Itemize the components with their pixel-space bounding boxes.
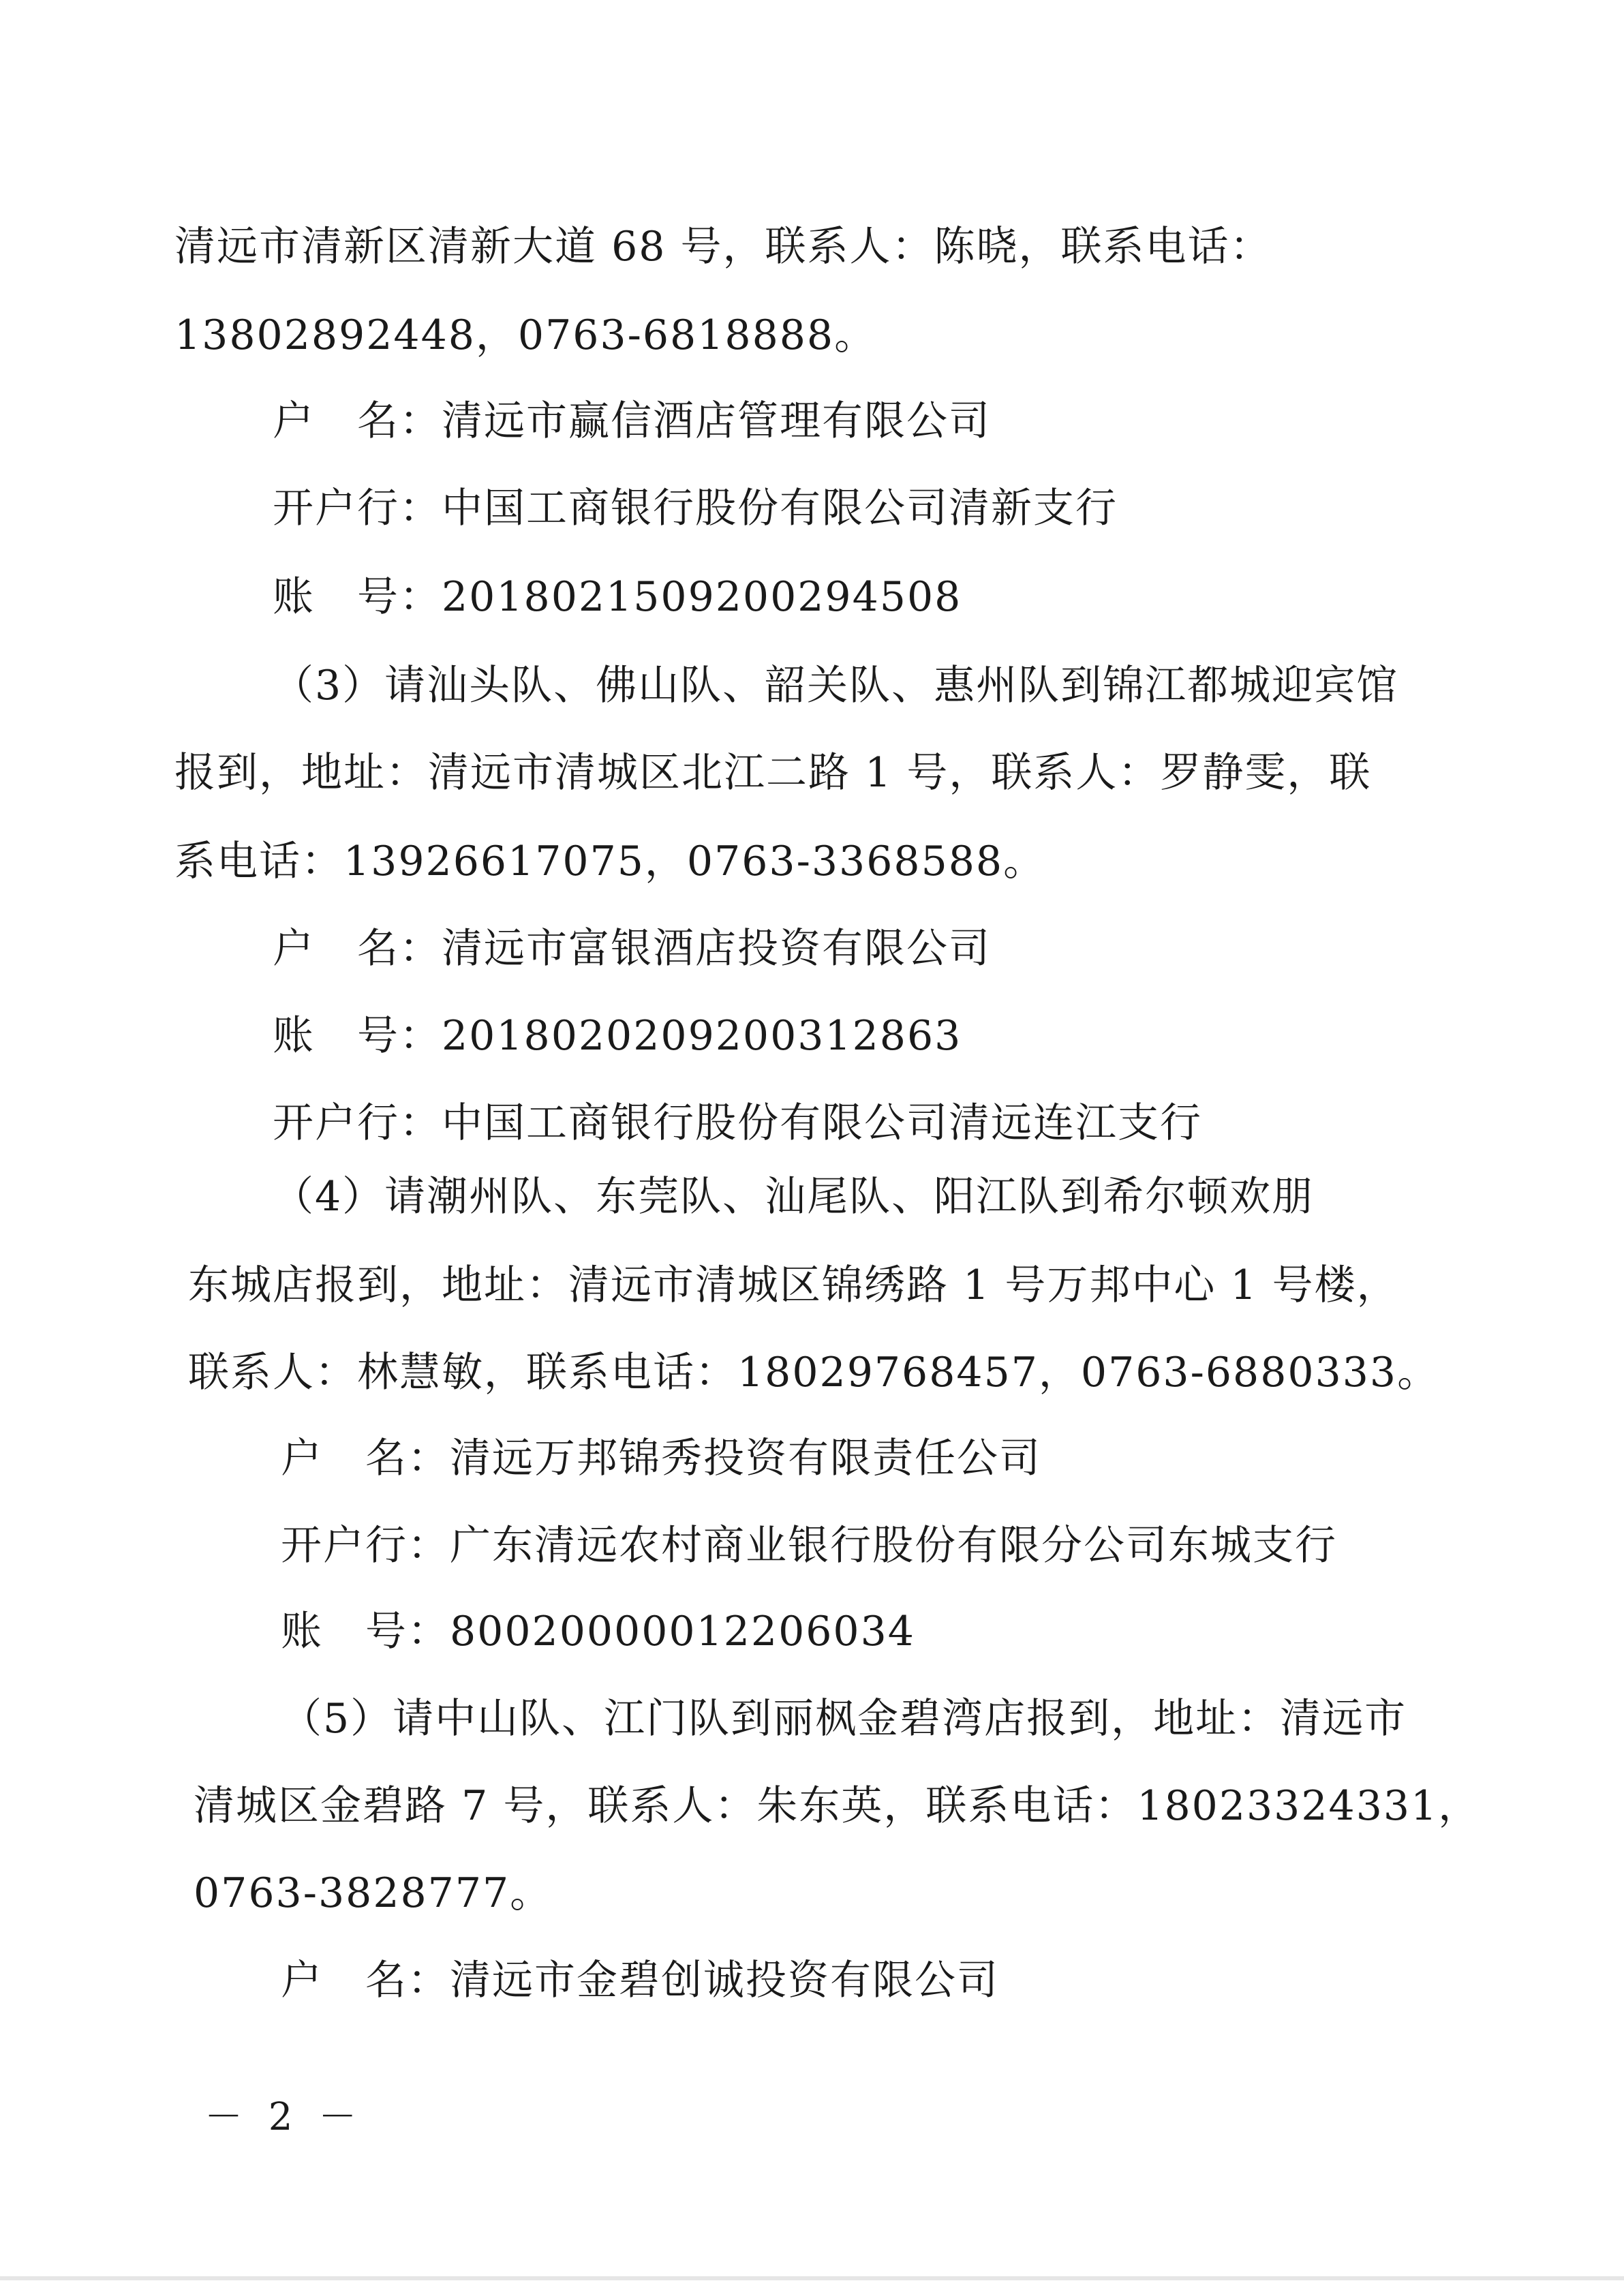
text-line-13: 东城店报到，地址：清远市清城区锦绣路 1 号万邦中心 1 号楼， xyxy=(188,1261,1399,1309)
text-line-18: （5）请中山队、江门队到丽枫金碧湾店报到，地址：清远市 xyxy=(281,1695,1407,1743)
text-line-17: 账 号：80020000012206034 xyxy=(281,1608,915,1655)
text-line-21: 户 名：清远市金碧创诚投资有限公司 xyxy=(281,1957,999,2004)
text-line-20: 0763-3828777。 xyxy=(194,1869,553,1917)
text-line-19: 清城区金碧路 7 号，联系人：朱东英，联系电话：18023324331， xyxy=(194,1782,1481,1830)
text-line-7: 报到，地址：清远市清城区北江二路 1 号，联系人：罗静雯，联 xyxy=(174,749,1372,797)
text-line-8: 系电话：13926617075，0763-3368588。 xyxy=(174,838,1046,885)
scan-edge-divider xyxy=(0,2276,1624,2280)
page-number: － 2 － xyxy=(204,2095,364,2139)
text-line-2: 13802892448，0763-6818888。 xyxy=(174,311,877,359)
text-line-15: 户 名：清远万邦锦秀投资有限责任公司 xyxy=(281,1435,1041,1482)
text-line-10: 账 号：2018020209200312863 xyxy=(273,1012,962,1060)
text-line-12: （4）请潮州队、东莞队、汕尾队、阳江队到希尔顿欢朋 xyxy=(273,1173,1315,1221)
text-line-5: 账 号：2018021509200294508 xyxy=(273,573,962,621)
text-line-9: 户 名：清远市富银酒店投资有限公司 xyxy=(273,925,991,973)
text-line-4: 开户行：中国工商银行股份有限公司清新支行 xyxy=(273,485,1118,532)
text-line-11: 开户行：中国工商银行股份有限公司清远连江支行 xyxy=(273,1099,1202,1147)
text-line-6: （3）请汕头队、佛山队、韶关队、惠州队到锦江都城迎宾馆 xyxy=(273,662,1399,709)
text-line-16: 开户行：广东清远农村商业银行股份有限分公司东城支行 xyxy=(281,1522,1337,1570)
text-line-14: 联系人：林慧敏，联系电话：18029768457，0763-6880333。 xyxy=(188,1349,1440,1396)
text-line-3: 户 名：清远市赢信酒店管理有限公司 xyxy=(273,397,991,445)
text-line-1: 清远市清新区清新大道 68 号，联系人：陈晓，联系电话： xyxy=(174,223,1272,271)
